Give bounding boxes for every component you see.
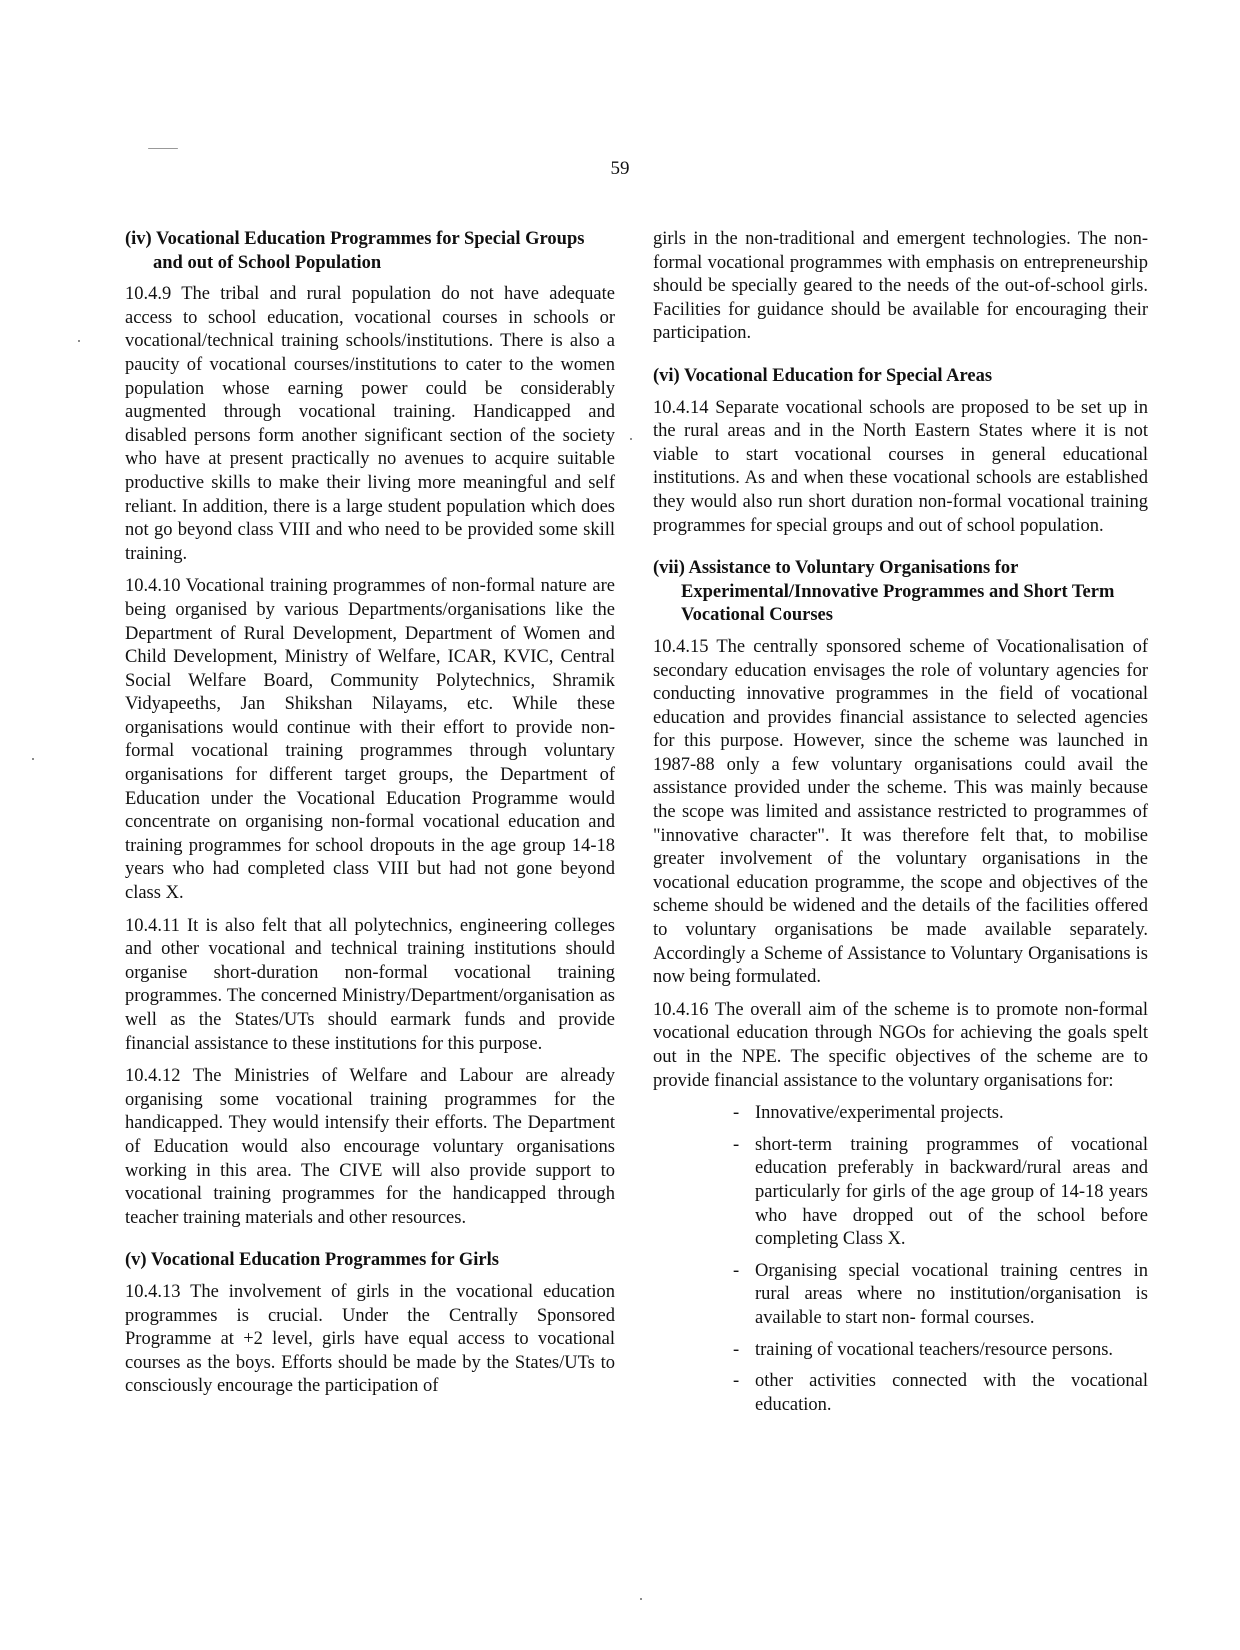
paragraph-10-4-15: 10.4.15 The centrally sponsored scheme of Vocationalisation of secondary education envisages the role of voluntary agencies for conducting innovative programmes in the field of vocational education and provides financial assistance to selected agencies for this purpose. However, since the scheme was launched in 1987-88 only a few voluntary organisations could avail the assistance provided under the scheme. This was mainly because the scope was limited and assistance restricted to programmes of "innovative character". It was therefore felt that, to mobilise greater involvement of the voluntary organisations in the vocational education programme, the scope and objectives of the scheme should be widened and the details of the facilities offered to voluntary organisations be made available separately. Accordingly a Scheme of Assistance to Voluntary Organisations is now being formulated.: [653, 636, 1148, 988]
list-item-text: Organising special vocational training centres in rural areas where no institution/organisation is available to start non- formal courses.: [755, 1260, 1148, 1328]
section-heading-iv: (iv) Vocational Education Programmes for Special Groups and out of School Population: [125, 229, 585, 273]
section-heading-vi: (vi) Vocational Education for Special Areas: [653, 365, 993, 386]
list-item: [733, 1102, 1148, 1126]
bullet-dash: -: [733, 1339, 740, 1360]
paragraph-10-4-11: 10.4.11 It is also felt that all polytechnics, engineering colleges and other vocational and technical training institutions should organise short-duration non-formal vocational training programmes. The concerned Ministry/Department/organisation as well as the States/UTs should earmark funds and provide financial assistance to these institutions for this purpose.: [125, 915, 615, 1054]
list-item-text: Innovative/experimental projects.: [755, 1103, 1004, 1124]
list-item-text: other activities connected with the vocational education.: [755, 1371, 1148, 1415]
list-item-text: short-term training programmes of vocational education preferably in backward/rural areas and particularly for girls of the age group of 14-18 years who have dropped out of the school before completing Class X.: [755, 1134, 1148, 1250]
bullet-dash: -: [733, 1134, 740, 1155]
bullet-dash: -: [733, 1260, 740, 1281]
left-column: [125, 228, 615, 1408]
paragraph-10-4-12: 10.4.12 The Ministries of Welfare and Labour are already organising some vocational training programmes for the handicapped. They would intensify their efforts. The Department of Education would also encourage voluntary organisations working in this area. The CIVE will also provide support to vocational training programmes for the handicapped through teacher training materials and other resources.: [125, 1066, 615, 1228]
right-column: [653, 228, 1148, 1425]
scan-speck: [148, 148, 178, 149]
paragraph-10-4-9: 10.4.9 The tribal and rural population do not have adequate access to school education, vocational courses in schools or vocational/technical training schools/institutions. There is also a paucity of vocational courses/institutions to cater to the women population whose earning power could be considerably augmented through vocational training. Handicapped and disabled persons form another significant section of the society who have at present practically no avenues to acquire suitable productive skills to make their living more meaningful and self reliant. In addition, there is a large student population which does not go beyond class VIII and who need to be provided some skill training.: [125, 284, 615, 564]
scan-speck: [630, 438, 632, 440]
list-item: [733, 1134, 1148, 1252]
bullet-dash: -: [733, 1103, 740, 1124]
paragraph-10-4-13: 10.4.13 The involvement of girls in the vocational education programmes is crucial. Under the Centrally Sponsored Programme at +2 level, girls have equal access to vocational courses as the boys. Efforts should be made by the States/UTs to consciously encourage the participation of: [125, 1281, 615, 1397]
section-heading-v: (v) Vocational Education Programmes for Girls: [125, 1250, 499, 1271]
scan-speck: [640, 1598, 642, 1600]
section-heading-vii: (vii) Assistance to Voluntary Organisations for Experimental/Innovative Programmes and Short Term Vocational Courses: [653, 558, 1115, 626]
bullet-dash: -: [733, 1371, 740, 1392]
list-item-text: training of vocational teachers/resource persons.: [755, 1339, 1114, 1360]
page-number: 59: [610, 158, 630, 179]
paragraph-continued: girls in the non-traditional and emergent technologies. The non-formal vocational programmes with emphasis on entrepreneurship should be specially geared to the needs of the out-of-school girls. Facilities for guidance should be available for encouraging their participation.: [653, 229, 1148, 344]
paragraph-10-4-14: 10.4.14 Separate vocational schools are proposed to be set up in the rural areas and in the North Eastern States where it is not viable to start vocational courses in general educational institutions. As and when these vocational schools are established they would also run short duration non-formal vocational training programmes for special groups and out of school population.: [653, 397, 1148, 536]
list-item: [733, 1339, 1148, 1363]
objectives-list: [653, 1102, 1148, 1417]
paragraph-10-4-16: 10.4.16 The overall aim of the scheme is to promote non-formal vocational education through NGOs for achieving the goals spelt out in the NPE. The specific objectives of the scheme are to provide financial assistance to the voluntary organisations for:: [653, 999, 1148, 1091]
list-item: [733, 1370, 1148, 1417]
scan-speck: [78, 340, 80, 342]
scan-speck: [32, 758, 34, 760]
paragraph-10-4-10: 10.4.10 Vocational training programmes of non-formal nature are being organised by various Departments/organisations like the Department of Rural Development, Department of Women and Child Development, Ministry of Welfare, ICAR, KVIC, Central Social Welfare Board, Community Polytechnics, Shramik Vidyapeeths, Jan Shikshan Nilayams, etc. While these organisations would continue with their effort to provide non-formal vocational training programmes through voluntary organisations for different target groups, the Department of Education under the Vocational Education Programme would concentrate on organising non-formal vocational education and training programmes for school dropouts in the age group 14-18 years who had completed class VIII but had not gone beyond class X.: [125, 576, 615, 904]
list-item: [733, 1260, 1148, 1331]
